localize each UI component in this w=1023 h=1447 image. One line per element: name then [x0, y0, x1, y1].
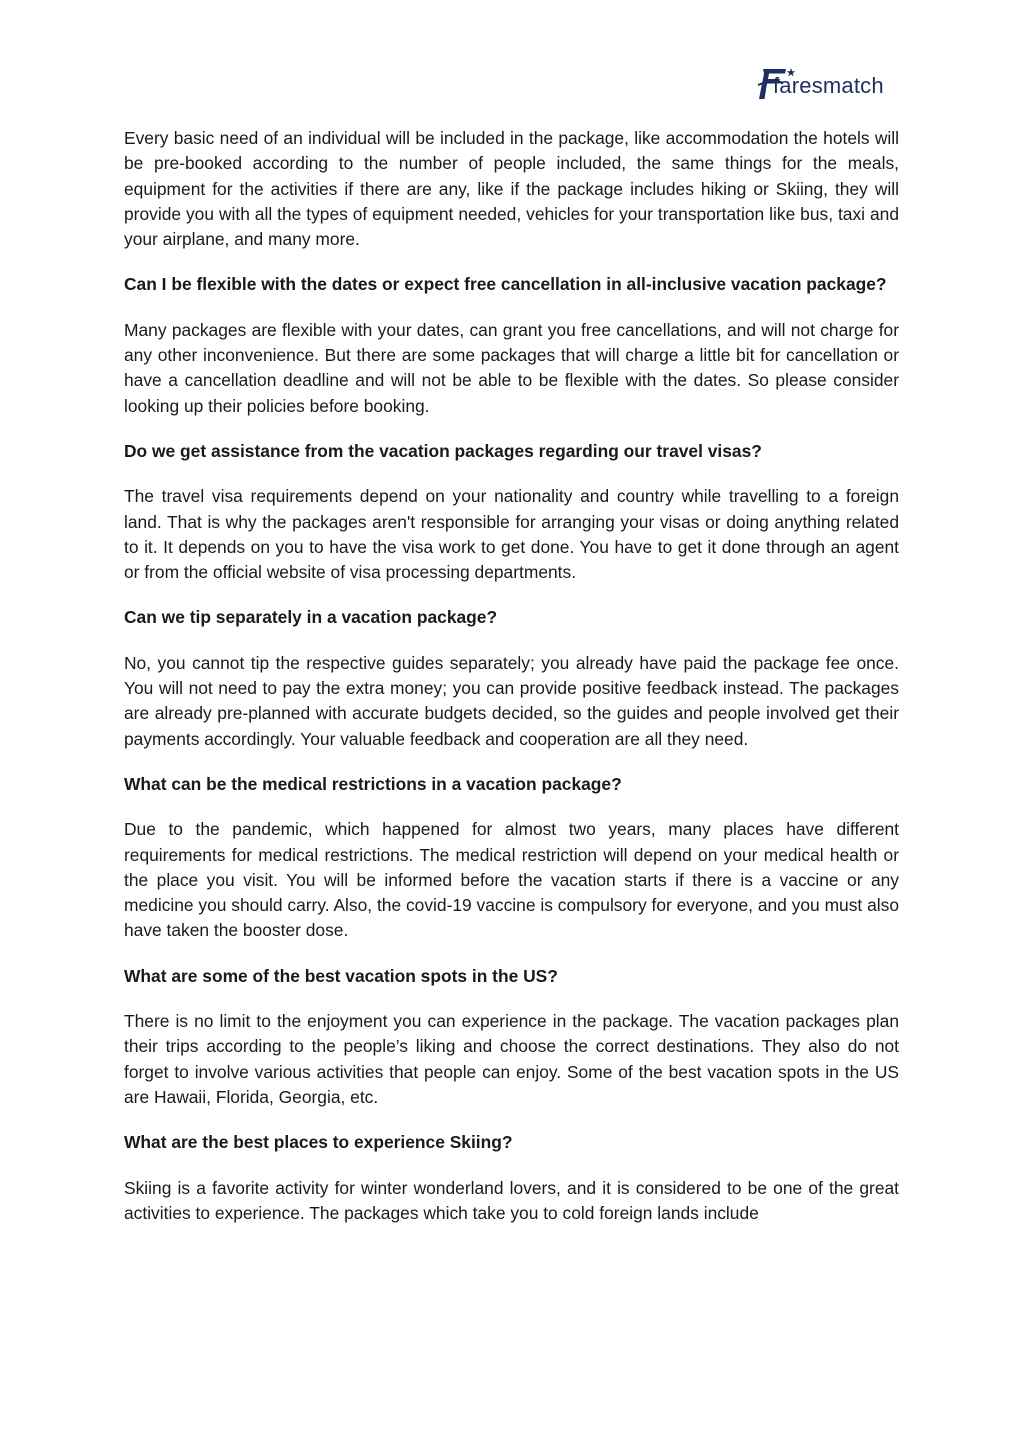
section-question: Can I be flexible with the dates or expect free cancellation in all-inclusive vacation package?: [124, 274, 887, 295]
section-question: Do we get assistance from the vacation packages regarding our travel visas?: [124, 440, 762, 461]
section-answer: Skiing is a favorite activity for winter wonderland lovers, and it is considered to be one of the great activities to experience. The packages which take you to cold foreign lands include: [124, 1177, 899, 1223]
section-answer: There is no limit to the enjoyment you can experience in the package. The vacation packages plan their trips according to the people’s liking and choose the correct destinations. They also do not forget to involve various activities that people can enjoy. Some of the best vacation spots in the US are Hawaii, Florida, Georgia, etc.: [124, 1011, 899, 1107]
section-question: What are the best places to experience Skiing?: [124, 1132, 513, 1153]
section-answer: No, you cannot tip the respective guides separately; you already have paid the package fee once. You will not need to pay the extra money; you can provide positive feedback instead. The packages are already pre-planned with accurate budgets decided, so the guides and people involved get their payments accordingly. Your valuable feedback and cooperation are all they need.: [124, 652, 899, 749]
brand-name: faresmatch: [773, 73, 884, 98]
intro-paragraph: Every basic need of an individual will be included in the package, like accommodation the hotels will be pre-booked according to the number of people included, the same things for the meals, equipment for the activities if there are any, like if the package includes hiking or Skiing, they will provide you with all the types of equipment needed, vehicles for your transportation like bus, taxi and your airplane, and many more.: [124, 128, 899, 250]
section-answer: The travel visa requirements depend on your nationality and country while travelling to a foreign land. That is why the packages aren't responsible for arranging your visas or doing anything related to it. It depends on you to have the visa work to get done. You have to get it done through an agent or from the official website of visa processing departments.: [124, 486, 899, 583]
document-body: [124, 126, 899, 1246]
section-answer: Many packages are flexible with your dates, can grant you free cancellations, and will not charge for any other inconvenience. But there are some packages that will charge a little bit for cancellation or have a cancellation deadline and will not be able to be flexible with the dates. So please consider looking up their policies before booking.: [124, 319, 899, 416]
section-question: Can we tip separately in a vacation package?: [124, 607, 498, 628]
section-answer: Due to the pandemic, which happened for almost two years, many places have different requirements for medical restrictions. The medical restriction will depend on your medical health or the place you visit. You will be informed before the vacation starts if there is a vaccine or any medicine you should carry. Also, the covid-19 vaccine is compulsory for everyone, and you must also have taken the booster dose.: [124, 819, 899, 941]
section-question: What can be the medical restrictions in a vacation package?: [124, 773, 622, 794]
section-question: What are some of the best vacation spots in the US?: [124, 965, 558, 986]
faresmatch-logo: [756, 66, 902, 104]
